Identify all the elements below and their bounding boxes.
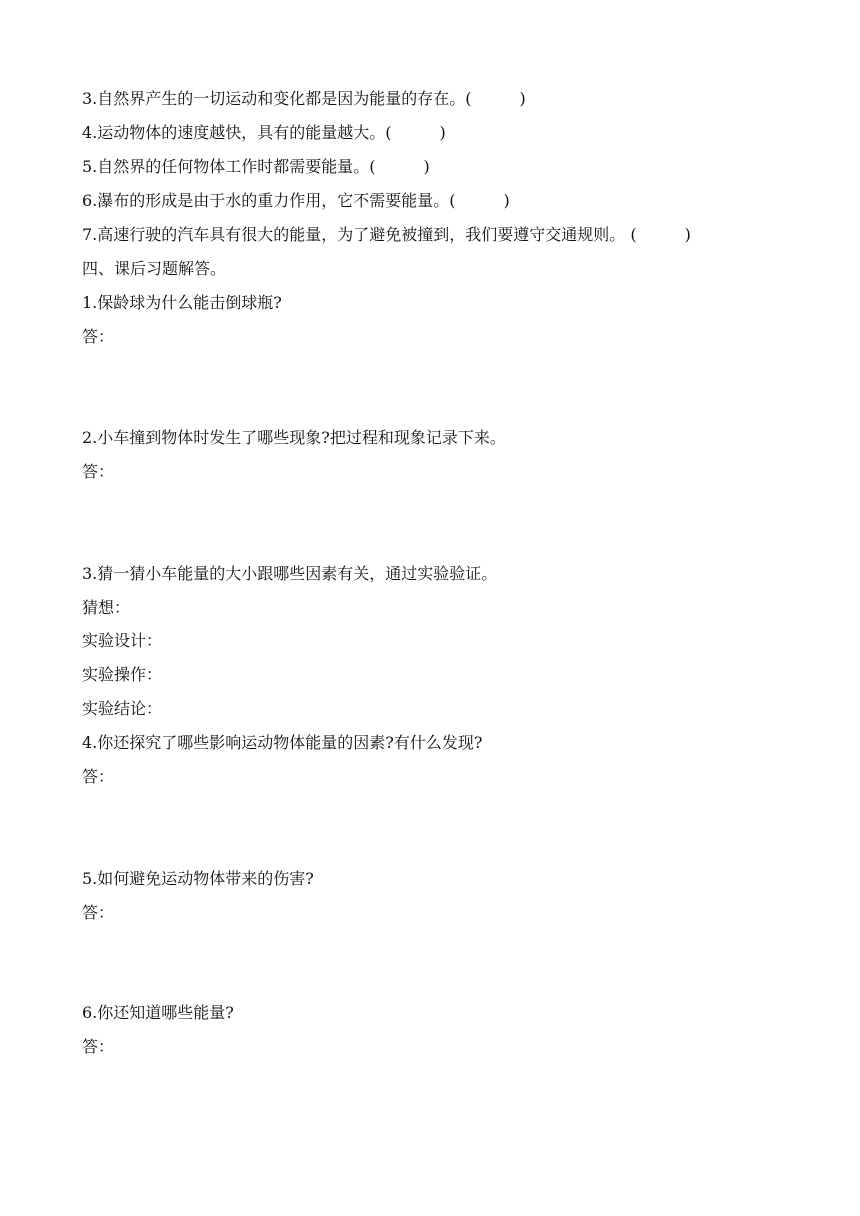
answer-label-4: 答： [82,767,115,786]
section-title: 四、课后习题解答。 [82,259,227,278]
answer-label-6: 答： [82,1037,115,1056]
judgment-item-5: 5.自然界的任何物体工作时都需要能量。( ) [82,157,430,176]
question-6: 6.你还知道哪些能量? [82,1003,234,1022]
judgment-item-3: 3.自然界产生的一切运动和变化都是因为能量的存在。( ) [82,89,526,108]
answer-label-1: 答： [82,327,115,346]
question-3: 3.猜一猜小车能量的大小跟哪些因素有关，通过实验验证。 [82,564,498,583]
question-4: 4.你还探究了哪些影响运动物体能量的因素?有什么发现? [82,733,483,752]
question-5: 5.如何避免运动物体带来的伤害? [82,869,314,888]
judgment-item-4: 4.运动物体的速度越快，具有的能量越大。( ) [82,123,446,142]
question-2: 2.小车撞到物体时发生了哪些现象?把过程和现象记录下来。 [82,428,506,447]
answer-label-2: 答： [82,462,115,481]
experiment-operation-label: 实验操作： [82,665,163,684]
experiment-conclusion-label: 实验结论： [82,699,163,718]
guess-label: 猜想： [82,598,131,617]
judgment-item-6: 6.瀑布的形成是由于水的重力作用，它不需要能量。( ) [82,191,510,210]
experiment-design-label: 实验设计： [82,631,163,650]
judgment-item-7: 7.高速行驶的汽车具有很大的能量，为了避免被撞到，我们要遵守交通规则。 ( ) [82,225,691,244]
answer-label-5: 答： [82,903,115,922]
question-1: 1.保龄球为什么能击倒球瓶? [82,293,282,312]
